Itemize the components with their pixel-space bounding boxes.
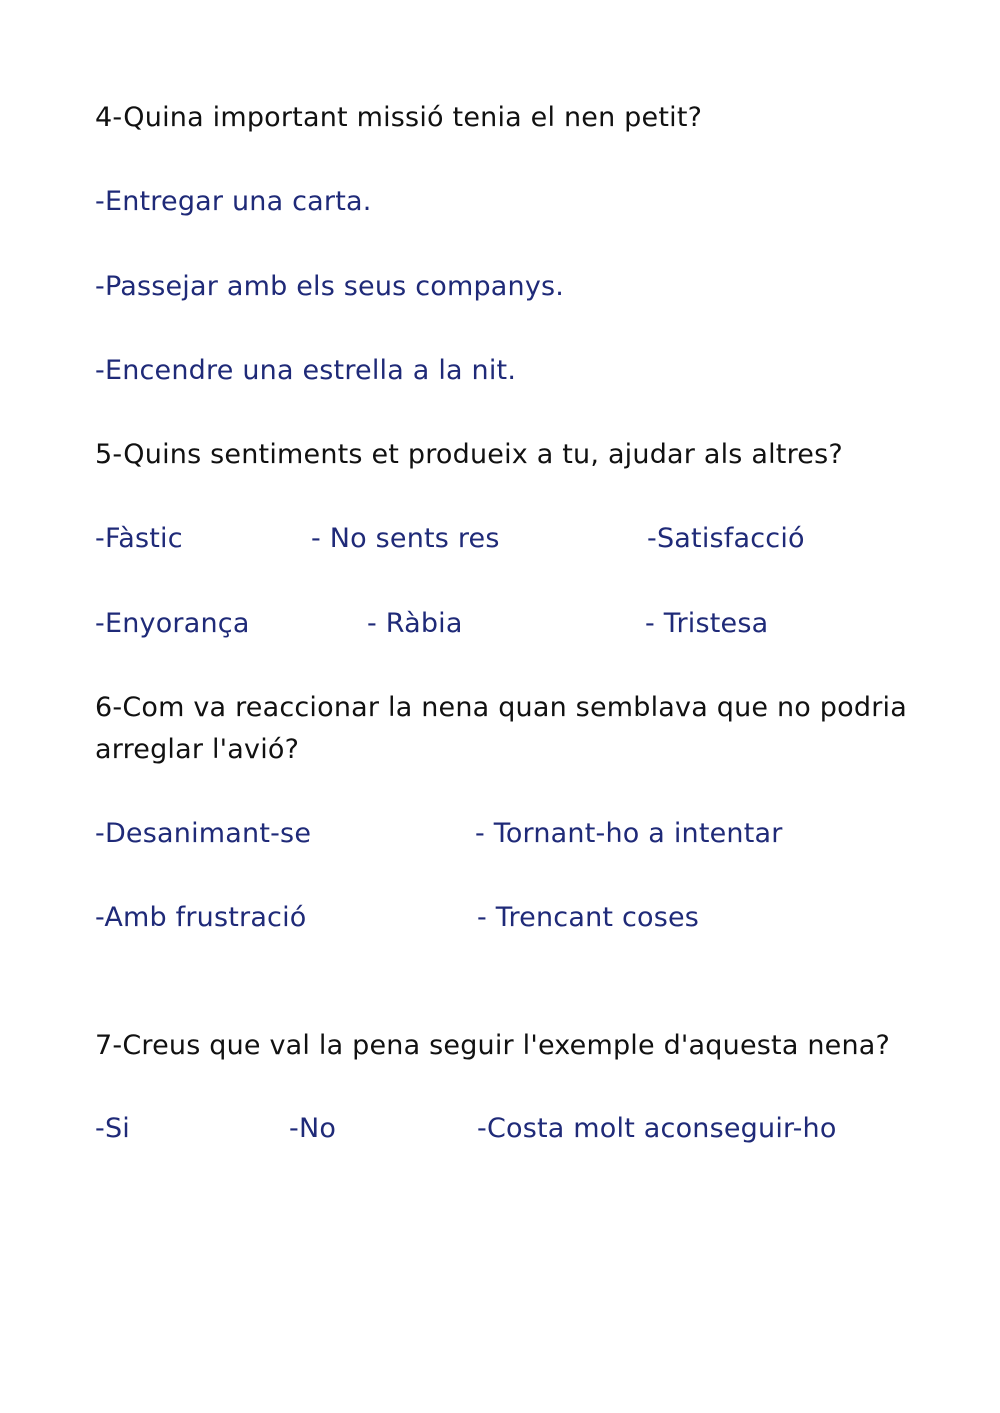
q5-option-2[interactable]: - No sents res — [311, 523, 500, 554]
question-4: 4-Quina important missió tenia el nen petit? — [95, 102, 703, 133]
q4-option-3[interactable]: -Encendre una estrella a la nit. — [95, 355, 517, 386]
q6-option-4[interactable]: - Trencant coses — [477, 902, 700, 933]
q6-option-1[interactable]: -Desanimant-se — [95, 818, 312, 849]
q7-option-3[interactable]: -Costa molt aconseguir-ho — [477, 1113, 837, 1144]
question-7: 7-Creus que val la pena seguir l'exemple d'aquesta nena? — [95, 1030, 891, 1061]
q5-option-3[interactable]: -Satisfacció — [647, 523, 805, 554]
q6-option-2[interactable]: - Tornant-ho a intentar — [475, 818, 783, 849]
q5-option-6[interactable]: - Tristesa — [645, 608, 769, 639]
q7-option-2[interactable]: -No — [289, 1113, 337, 1144]
q7-option-1[interactable]: -Si — [95, 1113, 130, 1144]
question-6-line-1: 6-Com va reaccionar la nena quan semblava que no podria — [95, 692, 907, 723]
q4-option-1[interactable]: -Entregar una carta. — [95, 186, 372, 217]
q5-option-4[interactable]: -Enyorança — [95, 608, 250, 639]
question-5: 5-Quins sentiments et produeix a tu, ajudar als altres? — [95, 439, 843, 470]
q5-option-5[interactable]: - Ràbia — [367, 608, 463, 639]
q6-option-3[interactable]: -Amb frustració — [95, 902, 307, 933]
q5-option-1[interactable]: -Fàstic — [95, 523, 183, 554]
question-6-line-2: arreglar l'avió? — [95, 734, 300, 765]
q4-option-2[interactable]: -Passejar amb els seus companys. — [95, 271, 565, 302]
